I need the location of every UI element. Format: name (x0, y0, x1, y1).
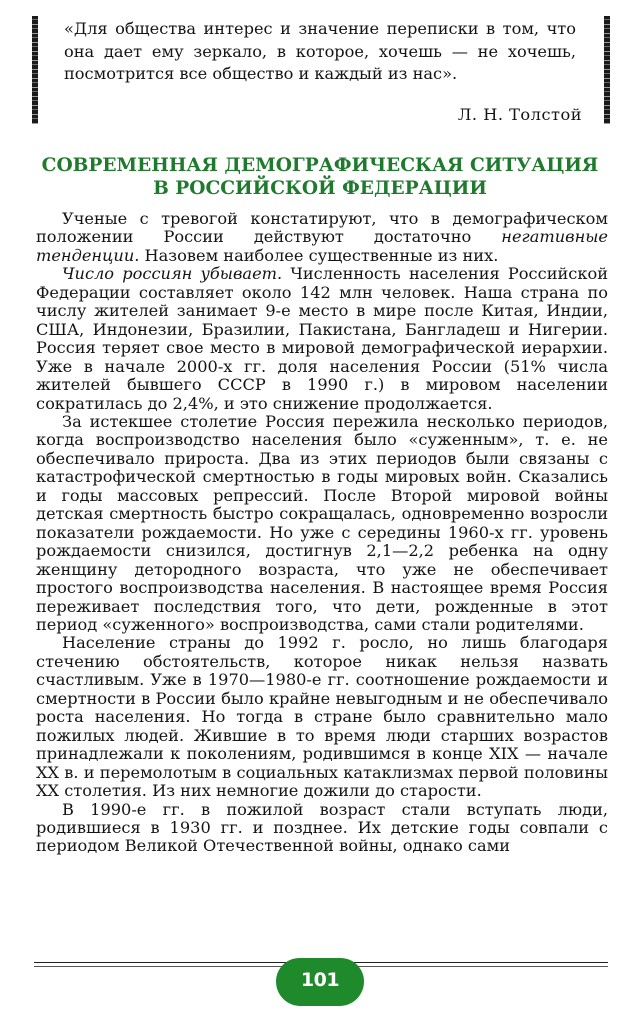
epigraph-author: Л. Н. Толстой (457, 105, 582, 124)
epigraph-quote: «Для общества интерес и значение переписки в том, что она дает ему зеркало, в которое, хочешь — не хочешь, посмотрится все общество и каждый из нас». (64, 19, 576, 83)
paragraph-3: За истекшее столетие Россия пережила несколько периодов, когда воспроизводство населения было «суженным», т. е. не обеспечивало прироста. Два из этих периодов были связаны с катастрофической смертностью в годы мировых войн. Сказались и годы массовых репрессий. После Второй мировой войны детская смертность быстро сокращалась, одновременно возросли показатели рождаемости. Но уже с середины 1960-х гг. уровень рождаемости снизился, достигнув 2,1—2,2 ребенка на одну женщину детородного возраста, что уже не обеспечивает простого воспроизводства населения. В настоящее время Россия переживает последствия того, что дети, рожденные в этот период «суженного» воспроизводства, сами стали родителями. (36, 411, 608, 634)
page-number-badge: 101 (276, 958, 364, 1006)
epigraph-right-ornament (604, 16, 610, 124)
paragraph-1-emphasis: негативные тенденции. (36, 227, 608, 265)
paragraph-1 (36, 210, 608, 265)
body-text (36, 210, 608, 856)
section-heading-line-1: СОВРЕМЕННАЯ ДЕМОГРАФИЧЕСКАЯ СИТУАЦИЯ (41, 155, 599, 176)
paragraph-2 (36, 265, 608, 413)
paragraph-2-end: Численность населения Российской Федерации составляет около 142 млн человек. Наша страна по числу жителей занимает 9-е место в мире после Китая, Индии, США, Индонезии, Бразилии, Пакистана, Бангладеш и Нигерии. Россия теряет свое место в мировой демографической иерархии. Уже в начале 2000-х гг. доля населения России (51% числа жителей бывшего СССР в 1990 г.) в мировом населении сократилась до 2,4%, и это снижение продолжается. (36, 264, 608, 413)
paragraph-2-emphasis: Число россиян убывает. (62, 264, 283, 284)
paragraph-1-end: Назовем наиболее существенные из них. (139, 245, 499, 265)
paragraph-4: Население страны до 1992 г. росло, но лишь благодаря стечению обстоятельств, которое никак нельзя назвать счастливым. Уже в 1970—1980-е гг. соотношение рождаемости и смертности в России было крайне невыгодным и не обеспечивало роста населения. Но тогда в стране было сравнительно мало пожилых людей. Жившие в то время люди старших возрастов принадлежали к поколениям, родившимся в конце XIX — начале XX в. и перемолотым в социальных катаклизмах первой половины XX столетия. Из них немногие дожили до старости. (36, 633, 608, 801)
section-heading-line-2: В РОССИЙСКОЙ ФЕДЕРАЦИИ (153, 178, 487, 199)
paragraph-1-start: Ученые с тревогой констатируют, что в демографическом положении России действуют достаточно (36, 209, 608, 247)
epigraph-block (28, 12, 612, 126)
epigraph-left-ornament (32, 16, 38, 124)
paragraph-5: В 1990-е гг. в пожилой возраст стали вступать люди, родившиеся в 1930 гг. и позднее. Их детские годы совпали с периодом Великой Отечественной войны, однако сами (36, 799, 608, 856)
section-heading (30, 154, 610, 200)
